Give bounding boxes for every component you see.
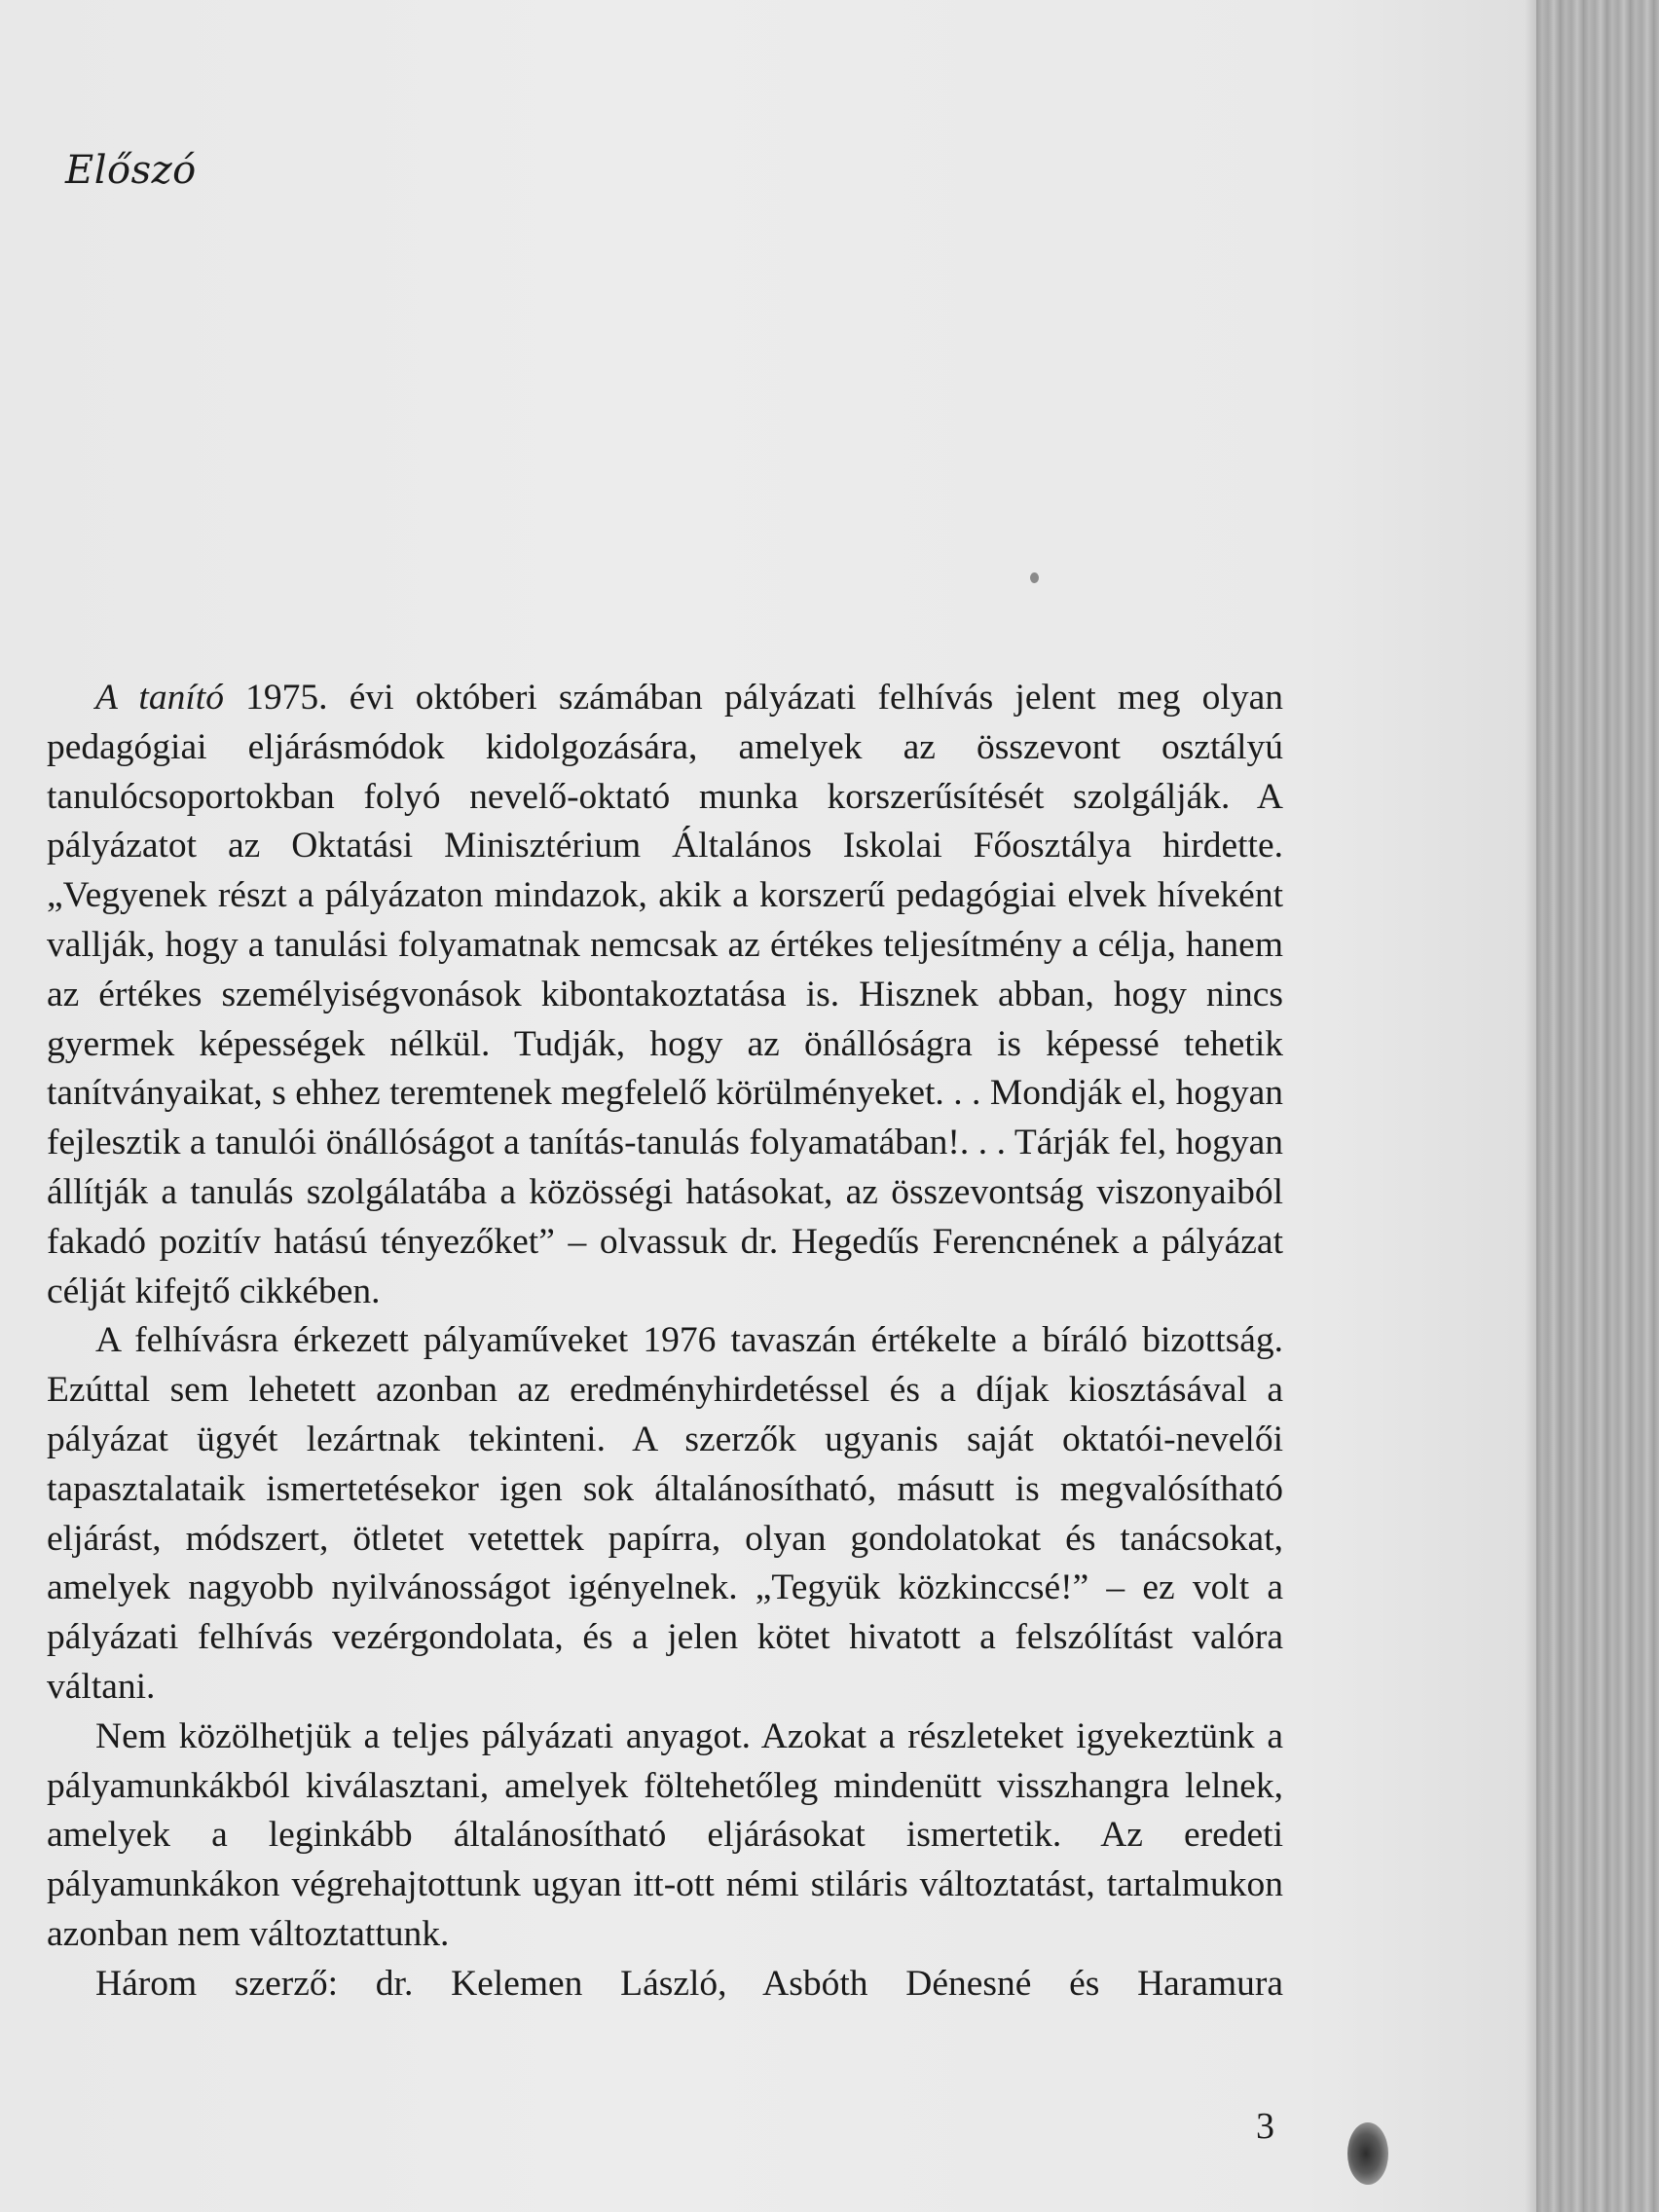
paragraph-1-text: 1975. évi októberi számában pályázati felhívás jelent meg olyan pedagógiai eljárásmódok kidolgozására, amelyek az összevont osztályú tanulócsoportokban folyó nevelő-oktató munka korszerűsítését szolgálják. A pályázatot az Oktatási Minisztérium Általános Iskolai Főosztálya hirdette. „Vegyenek részt a pályázaton mindazok, akik a korszerű pedagógiai elvek híveként vallják, hogy a tanulási folyamatnak nemcsak az értékes teljesítmény a célja, hanem az értékes személyiségvonások kibontakoztatása is. Hisznek abban, hogy nincs gyermek képességek nélkül. Tudják, hogy az önállóságra is képessé tehetik tanítványaikat, s ehhez teremtenek megfelelő körülményeket. . . Mondják el, hogyan fejlesztik a tanulói önállóságot a tanítás-tanulás folyamatában!. . . Tárják fel, hogyan állítják a tanulás szolgálatába a közösségi hatásokat, az összevontság viszonyaiból fakadó pozitív hatású tényezőket” – olvassuk dr. Hegedűs Ferencnének a pályázat célját kifejtő cikkében.: [47, 678, 1283, 1311]
body-text: [47, 674, 1283, 2009]
paragraph-3: Nem közölhetjük a teljes pályázati anyagot. Azokat a részleteket igyekeztünk a pályamunkákból kiválasztani, amelyek föltehetőleg mindenütt visszhangra lelnek, amelyek a leginkább általánosítható eljárásokat ismertetik. Az eredeti pályamunkákon végrehajtottunk ugyan itt-ott némi stiláris változtatást, tartalmukon azonban nem változtattunk.: [47, 1715, 1283, 1954]
paper-speck: [1030, 572, 1039, 583]
paragraph-4: Három szerző: dr. Kelemen László, Asbóth Dénesné és Haramura: [95, 1963, 1283, 2004]
paragraph-1: [47, 674, 1283, 1316]
page-gutter-shadow: [1525, 0, 1536, 2212]
paragraph-2: A felhívásra érkezett pályaműveket 1976 tavaszán értékelte a bíráló bizottság. Ezúttal sem lehetett azonban az eredményhirdetéssel és a díjak kiosztásával a pályázat ügyét lezártnak tekinteni. A szerzők ugyanis saját oktatói-nevelői tapasztalataik ismertetésekor igen sok általánosítható, másutt is megvalósítható eljárást, módszert, ötletet vetettek papírra, olyan gondolatokat és tanácsokat, amelyek nagyobb nyilvánosságot igényelnek. „Tegyük közkinccsé!” – ez volt a pályázati felhívás vezérgondolata, és a jelen kötet hivatott a felszólítást valóra váltani.: [47, 1320, 1283, 1707]
page-number: 3: [1256, 2106, 1274, 2147]
page-stack-edge: [1536, 0, 1659, 2212]
section-title: Előszó: [65, 148, 197, 193]
journal-title: A tanító: [95, 678, 224, 718]
ink-blot: [1347, 2122, 1388, 2185]
